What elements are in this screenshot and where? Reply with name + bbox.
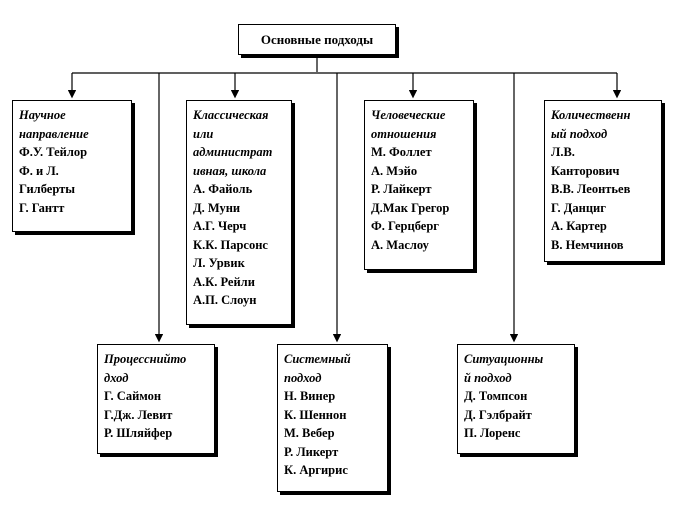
- person-name: В. Немчинов: [551, 237, 624, 252]
- box-title-line: Классическая: [193, 108, 269, 122]
- box-title-line: ивная, школа: [193, 163, 267, 178]
- human-relations-box: [364, 100, 474, 270]
- person-name: А. Маслоу: [371, 237, 429, 252]
- person-name: К. Аргирис: [284, 463, 348, 477]
- box-title-line: дход: [104, 370, 129, 385]
- quantitative-approach-box: [544, 100, 662, 262]
- person-name: А.П. Слоун: [193, 293, 257, 307]
- person-name: К.К. Парсонс: [193, 237, 268, 252]
- situational-approach-box: [457, 344, 575, 454]
- box-title-line: Человеческие: [371, 108, 446, 122]
- box-title-line: Системный: [284, 352, 351, 366]
- box-title-line: Количественн: [551, 108, 631, 122]
- person-name: Д. Томпсон: [464, 389, 528, 403]
- person-name: А. Мэйо: [371, 163, 418, 178]
- box-title-line: Процесснийто: [104, 352, 187, 366]
- person-name: Г.Дж. Левит: [104, 407, 173, 422]
- systems-approach-box: [277, 344, 388, 492]
- person-name: А. Файоль: [193, 182, 253, 196]
- box-title-line: й подход: [464, 370, 512, 385]
- person-name: Ф. Герцберг: [371, 219, 439, 233]
- box-title-line: или: [193, 126, 214, 141]
- person-name: Н. Винер: [284, 389, 336, 403]
- person-name: Ф. и Л.: [19, 163, 59, 178]
- root-label: Основные подходы: [260, 32, 374, 47]
- person-name: Гилберты: [19, 182, 76, 196]
- box-title-line: отношения: [371, 126, 437, 141]
- person-name: Р. Лайкерт: [371, 182, 432, 196]
- box-title-line: Научное: [19, 108, 66, 122]
- box-title-line: ый подход: [551, 126, 608, 141]
- process-approach-box: [97, 344, 215, 454]
- person-name: Г. Саймон: [104, 389, 162, 403]
- person-name: Р. Шляйфер: [104, 426, 173, 440]
- person-name: А. Картер: [551, 219, 607, 233]
- person-name: К. Шеннон: [284, 407, 347, 422]
- person-name: А.К. Рейли: [193, 274, 255, 289]
- person-name: Д. Муни: [193, 200, 241, 215]
- person-name: В.В. Леонтьев: [551, 182, 631, 196]
- person-name: А.Г. Черч: [193, 219, 247, 233]
- person-name: М. Фоллет: [371, 145, 432, 159]
- box-title-line: направление: [19, 126, 89, 141]
- person-name: М. Вебер: [284, 426, 335, 440]
- person-name: П. Лоренс: [464, 426, 521, 440]
- person-name: Л. Урвик: [193, 256, 245, 270]
- scientific-approach-box: [12, 100, 132, 232]
- person-name: Г. Данциг: [551, 200, 606, 215]
- person-name: Д. Гэлбрайт: [464, 407, 532, 422]
- classical-school-box: [186, 100, 292, 325]
- root-box: [238, 24, 396, 55]
- box-title-line: администрат: [193, 145, 273, 159]
- box-title-line: Ситуационны: [464, 352, 544, 366]
- person-name: Р. Ликерт: [284, 444, 339, 459]
- person-name: Д.Мак Грегор: [371, 200, 450, 215]
- person-name: Г. Гантт: [19, 200, 65, 215]
- person-name: Л.В.: [551, 145, 575, 159]
- person-name: Ф.У. Тейлор: [19, 145, 88, 159]
- box-title-line: подход: [284, 370, 322, 385]
- person-name: Канторович: [551, 163, 620, 178]
